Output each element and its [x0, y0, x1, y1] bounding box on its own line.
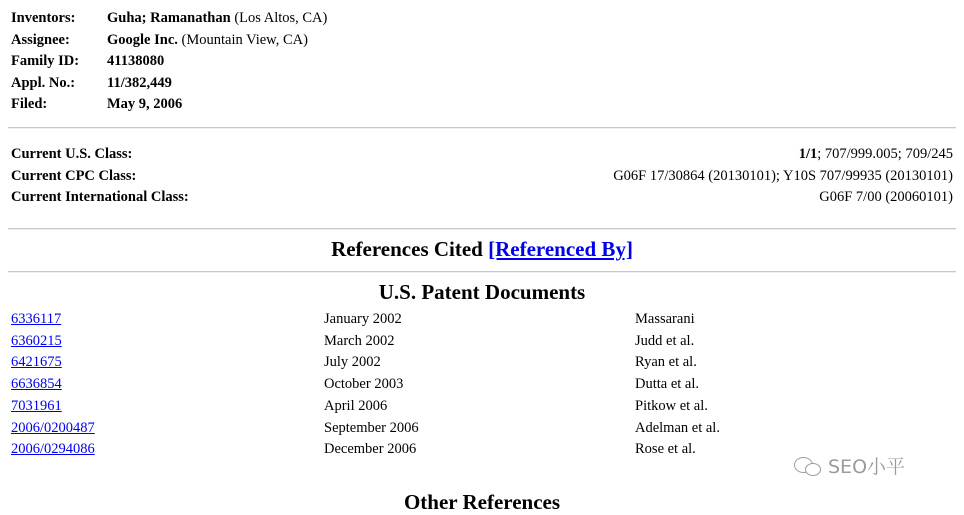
field-value-detail: (Mountain View, CA)	[177, 31, 308, 48]
field-value	[107, 32, 308, 49]
patent-date: March 2002	[324, 332, 395, 349]
patent-date: January 2002	[324, 311, 402, 327]
field-value	[107, 10, 327, 27]
patent-inventor: Dutta et al.	[635, 376, 700, 393]
class-value-detail: G06F 7/00 (20060101)	[819, 189, 953, 205]
class-value	[819, 189, 953, 206]
table-row	[11, 354, 951, 375]
class-label: Current CPC Class:	[11, 167, 137, 184]
class-value	[799, 146, 953, 163]
field-value-bold: Google Inc.	[107, 31, 178, 48]
field-label: Appl. No.:	[11, 74, 76, 91]
references-cited-heading	[0, 237, 964, 262]
us-patent-documents-heading: U.S. Patent Documents	[378, 280, 586, 304]
class-value-detail: G06F 17/30864 (20130101); Y10S 707/99935 (20130101)	[613, 167, 953, 184]
divider	[8, 271, 956, 273]
patent-inventor: Ryan et al.	[635, 354, 697, 371]
table-row	[11, 376, 951, 397]
table-row	[11, 398, 951, 419]
field-value-bold: 11/382,449	[107, 74, 172, 91]
field-label: Filed:	[11, 96, 48, 112]
patent-inventor: Judd et al.	[635, 332, 695, 349]
patent-inventor: Pitkow et al.	[635, 397, 708, 414]
patent-date: September 2006	[324, 419, 419, 436]
patent-number-link[interactable]: 2006/0294086	[11, 441, 95, 458]
field-value-detail: (Los Altos, CA)	[230, 10, 328, 26]
class-label: Current U.S. Class:	[11, 146, 133, 162]
class-value-bold: 1/1	[798, 146, 818, 162]
patent-number-link[interactable]: 6421675	[11, 354, 62, 371]
divider	[8, 228, 956, 230]
patent-date: October 2003	[324, 376, 404, 393]
references-cited-title: References Cited	[331, 237, 483, 261]
patent-number-link[interactable]: 6336117	[11, 311, 62, 327]
wechat-icon	[794, 455, 822, 477]
patent-inventor: Massarani	[635, 311, 695, 327]
watermark	[794, 452, 905, 479]
field-label: Family ID:	[11, 53, 80, 69]
field-value-bold: 41138080	[107, 53, 165, 69]
class-value-detail: ; 707/999.005; 709/245	[817, 146, 953, 162]
patent-number-link[interactable]: 2006/0200487	[11, 419, 95, 436]
patent-number-link[interactable]: 7031961	[11, 397, 62, 414]
field-value-bold: Guha; Ramanathan	[107, 10, 231, 26]
class-label: Current International Class:	[11, 189, 189, 205]
table-row	[11, 311, 951, 332]
table-row	[11, 333, 951, 354]
field-label: Assignee:	[11, 31, 70, 48]
patent-number-link[interactable]: 6636854	[11, 376, 62, 393]
field-value	[107, 75, 172, 92]
patent-number-link[interactable]: 6360215	[11, 332, 62, 349]
referenced-by-link[interactable]: [Referenced By]	[488, 237, 633, 261]
other-references-heading: Other References	[403, 490, 561, 514]
patent-date: April 2006	[324, 397, 388, 414]
patent-inventor: Adelman et al.	[635, 419, 720, 436]
table-row	[11, 420, 951, 441]
patent-inventor: Rose et al.	[635, 441, 696, 458]
patent-date: December 2006	[324, 441, 417, 458]
class-value	[613, 168, 953, 185]
field-value-bold: May 9, 2006	[107, 96, 183, 112]
patent-date: July 2002	[324, 354, 381, 371]
watermark-text: SEO小平	[828, 456, 906, 478]
field-value	[107, 96, 182, 113]
field-label: Inventors:	[11, 10, 76, 26]
field-value	[107, 53, 164, 70]
divider	[8, 127, 956, 129]
